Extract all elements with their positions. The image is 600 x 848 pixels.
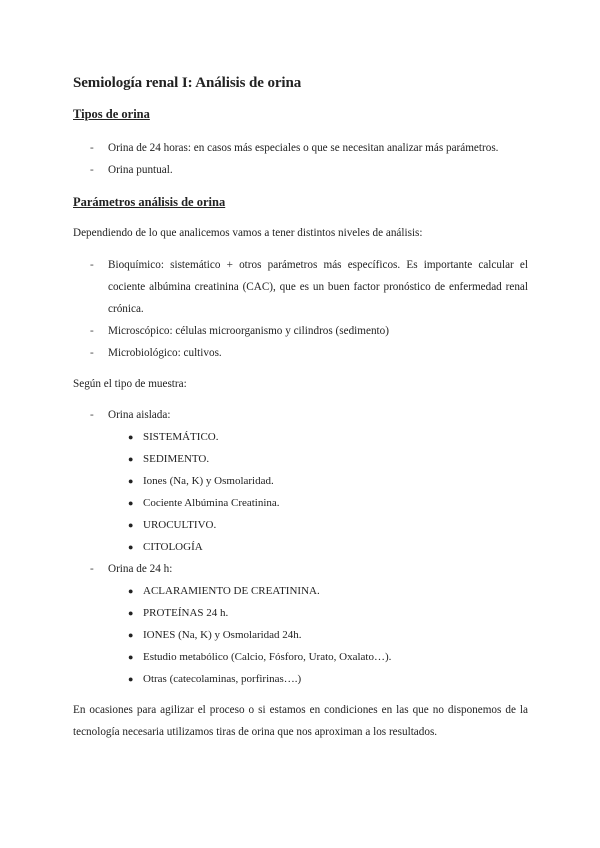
sub-list-item <box>73 514 528 536</box>
list-item <box>73 342 528 364</box>
sub-list-item <box>73 492 528 514</box>
dash-marker: - <box>90 409 94 421</box>
sub-list-item <box>73 426 528 448</box>
tipos-list <box>73 137 528 181</box>
heading-parametros: Parámetros análisis de orina <box>73 195 226 209</box>
sublist-container <box>73 580 528 690</box>
sub-list-item-text: SEDIMENTO. <box>143 453 210 465</box>
document-title: Semiología renal I: Análisis de orina <box>73 75 302 91</box>
list-item-text: Orina de 24 horas: en casos más especiales o que se necesitan analizar más parámetros. <box>108 142 499 154</box>
sub-list-item-text: Estudio metabólico (Calcio, Fósforo, Urato, Oxalato…). <box>143 651 392 663</box>
list-item-text: Orina de 24 h: <box>108 563 173 575</box>
dash-marker: - <box>90 347 94 359</box>
sub-list-item-text: SISTEMÁTICO. <box>143 431 219 443</box>
bullet-icon: ● <box>128 608 134 618</box>
list-item <box>73 404 528 426</box>
bullet-icon: ● <box>128 542 134 552</box>
bullet-icon: ● <box>128 498 134 508</box>
orina-24h-sublist <box>73 580 528 690</box>
list-item <box>73 137 528 159</box>
sub-list-item <box>73 580 528 602</box>
dash-marker: - <box>90 325 94 337</box>
bullet-icon: ● <box>128 630 134 640</box>
sample-intro: Según el tipo de muestra: <box>73 378 187 390</box>
muestra-list <box>73 404 528 690</box>
list-item-text: Bioquímico: sistemático + otros parámetros más específicos. Es importante calcular el cociente albúmina creatinina (CAC), que es un buen factor pronóstico de enfermedad renal crónica. <box>108 259 528 315</box>
dash-marker: - <box>90 563 94 575</box>
dash-marker: - <box>90 164 94 176</box>
list-item <box>73 320 528 342</box>
list-item-text: Microscópico: células microorganismo y cilindros (sedimento) <box>108 325 389 337</box>
sub-list-item-text: ACLARAMIENTO DE CREATININA. <box>143 585 320 597</box>
bullet-icon: ● <box>128 432 134 442</box>
list-item <box>73 558 528 580</box>
orina-aislada-sublist <box>73 426 528 558</box>
list-item-text: Orina aislada: <box>108 409 171 421</box>
document-page <box>73 72 528 743</box>
sub-list-item-text: IONES (Na, K) y Osmolaridad 24h. <box>143 629 302 641</box>
sub-list-item <box>73 668 528 690</box>
bullet-icon: ● <box>128 454 134 464</box>
list-item <box>73 254 528 320</box>
list-item-text: Orina puntual. <box>108 164 173 176</box>
sub-list-item-text: Iones (Na, K) y Osmolaridad. <box>143 475 274 487</box>
intro-paragraph: Dependiendo de lo que analicemos vamos a tener distintos niveles de análisis: <box>73 227 423 239</box>
dash-marker: - <box>90 142 94 154</box>
bullet-icon: ● <box>128 652 134 662</box>
bullet-icon: ● <box>128 586 134 596</box>
sub-list-item-text: Cociente Albúmina Creatinina. <box>143 497 280 509</box>
heading-tipos-de-orina: Tipos de orina <box>73 107 150 121</box>
sub-list-item <box>73 470 528 492</box>
sub-list-item-text: CITOLOGÍA <box>143 541 203 553</box>
list-item-text: Microbiológico: cultivos. <box>108 347 222 359</box>
bullet-icon: ● <box>128 674 134 684</box>
sub-list-item <box>73 602 528 624</box>
bullet-icon: ● <box>128 476 134 486</box>
sub-list-item-text: PROTEÍNAS 24 h. <box>143 607 229 619</box>
sub-list-item <box>73 448 528 470</box>
sub-list-item <box>73 536 528 558</box>
closing-paragraph: En ocasiones para agilizar el proceso o si estamos en condiciones en las que no disponemos de la tecnología necesaria utilizamos tiras de orina que nos aproximan a los resultados. <box>73 704 528 738</box>
sub-list-item <box>73 646 528 668</box>
dash-marker: - <box>90 259 94 271</box>
sub-list-item-text: Otras (catecolaminas, porfirinas….) <box>143 673 302 685</box>
bullet-icon: ● <box>128 520 134 530</box>
sublist-container <box>73 426 528 558</box>
list-item <box>73 159 528 181</box>
sub-list-item <box>73 624 528 646</box>
sub-list-item-text: UROCULTIVO. <box>143 519 217 531</box>
parametros-list <box>73 254 528 364</box>
